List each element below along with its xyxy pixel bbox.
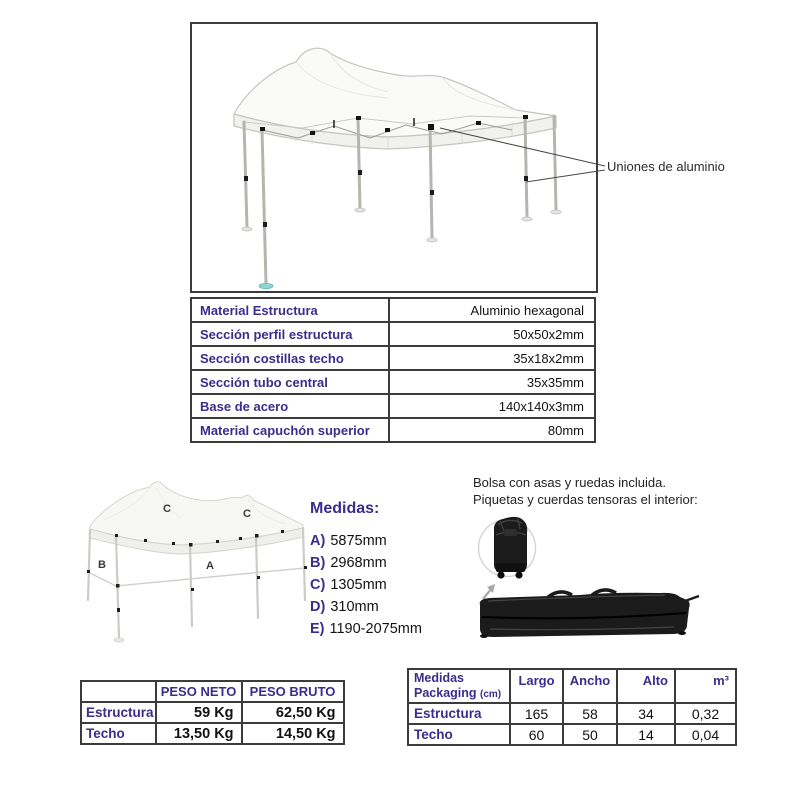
- bag-note-line1: Bolsa con asas y ruedas incluida.: [473, 475, 666, 490]
- weight-bruto-value: 14,50 Kg: [242, 723, 344, 744]
- spec-row: [191, 370, 595, 394]
- medidas-title: Medidas:: [310, 500, 380, 517]
- medidas-item: [310, 596, 422, 618]
- packaging-table: [407, 668, 737, 746]
- packaging-row: [408, 703, 736, 724]
- medidas-block: [310, 500, 422, 640]
- callout-label: Uniones de aluminio: [607, 159, 725, 174]
- spec-value: 80mm: [389, 418, 595, 442]
- medidas-item: [310, 530, 422, 552]
- packaging-ancho-value: 50: [563, 724, 617, 745]
- spec-label: Sección costillas techo: [191, 346, 389, 370]
- bag-note-line2: Piquetas y cuerdas tensoras el interior:: [473, 492, 698, 507]
- packaging-row-label: Estructura: [408, 703, 510, 724]
- weight-bruto-value: 62,50 Kg: [242, 702, 344, 723]
- spec-value: Aluminio hexagonal: [389, 298, 595, 322]
- dim-label-c2: C: [243, 508, 251, 520]
- weight-neto-value: 59 Kg: [156, 702, 242, 723]
- arrow-icon: [483, 584, 495, 599]
- packaging-m3-value: 0,04: [675, 724, 736, 745]
- spec-row: [191, 394, 595, 418]
- medidas-item-key: E): [310, 621, 325, 637]
- medidas-item-key: A): [310, 533, 326, 549]
- medidas-item-value: 2968mm: [330, 555, 387, 571]
- packaging-alto-value: 14: [617, 724, 675, 745]
- weight-table: [80, 680, 345, 745]
- packaging-col-header-alto: Alto: [617, 669, 675, 703]
- medidas-item: [310, 552, 422, 574]
- packaging-ancho-value: 58: [563, 703, 617, 724]
- medidas-item-key: B): [310, 555, 326, 571]
- spec-value: 140x140x3mm: [389, 394, 595, 418]
- weight-corner-cell: [81, 681, 156, 702]
- medidas-item-value: 1190-2075mm: [329, 621, 422, 637]
- spec-label: Sección tubo central: [191, 370, 389, 394]
- packaging-header-row: [408, 669, 736, 703]
- packaging-row: [408, 724, 736, 745]
- weight-row: [81, 723, 344, 744]
- packaging-col-header-ancho: Ancho: [563, 669, 617, 703]
- spec-row: [191, 418, 595, 442]
- spec-row: [191, 322, 595, 346]
- steel-base-foot: [259, 283, 273, 288]
- weight-neto-value: 13,50 Kg: [156, 723, 242, 744]
- packaging-title-cell: [408, 669, 510, 703]
- packaging-title-unit: (cm): [480, 689, 502, 700]
- medidas-item-key: D): [310, 599, 326, 615]
- weight-row-label: Techo: [81, 723, 156, 744]
- spec-label: Base de acero: [191, 394, 389, 418]
- spec-row: [191, 298, 595, 322]
- trolley-bag-icon: [494, 517, 527, 579]
- tent-structure-image-frame: [190, 22, 598, 293]
- tent-structure-drawing: [192, 24, 596, 291]
- medidas-item-value: 310mm: [330, 599, 379, 615]
- packaging-largo-value: 165: [510, 703, 563, 724]
- spec-value: 35x18x2mm: [389, 346, 595, 370]
- medidas-item: [310, 574, 422, 596]
- dim-label-b: B: [98, 559, 106, 571]
- spec-table: [190, 297, 596, 443]
- packaging-m3-value: 0,32: [675, 703, 736, 724]
- packaging-alto-value: 34: [617, 703, 675, 724]
- bag-note: [473, 474, 698, 508]
- spec-value: 35x35mm: [389, 370, 595, 394]
- dim-label-c1: C: [163, 503, 171, 515]
- medidas-item: [310, 618, 422, 640]
- spec-label: Material capuchón superior: [191, 418, 389, 442]
- spec-row: [191, 346, 595, 370]
- packaging-col-header-m3: m³: [675, 669, 736, 703]
- weight-row-label: Estructura: [81, 702, 156, 723]
- packaging-largo-value: 60: [510, 724, 563, 745]
- packaging-row-label: Techo: [408, 724, 510, 745]
- dimensions-tent-drawing: [60, 468, 310, 663]
- spec-label: Sección perfil estructura: [191, 322, 389, 346]
- medidas-item-key: C): [310, 577, 326, 593]
- medidas-item-value: 5875mm: [330, 533, 387, 549]
- weight-col-header-bruto: PESO BRUTO: [242, 681, 344, 702]
- medidas-item-value: 1305mm: [330, 577, 387, 593]
- weight-header-row: [81, 681, 344, 702]
- packaging-title-line2: Packaging: [414, 686, 480, 700]
- weight-row: [81, 702, 344, 723]
- weight-col-header-neto: PESO NETO: [156, 681, 242, 702]
- carry-bag-icon: [480, 590, 699, 638]
- packaging-title-line1: Medidas: [414, 671, 465, 685]
- dim-label-a: A: [206, 560, 214, 572]
- spec-label: Material Estructura: [191, 298, 389, 322]
- bag-images: [460, 505, 710, 665]
- packaging-col-header-largo: Largo: [510, 669, 563, 703]
- spec-value: 50x50x2mm: [389, 322, 595, 346]
